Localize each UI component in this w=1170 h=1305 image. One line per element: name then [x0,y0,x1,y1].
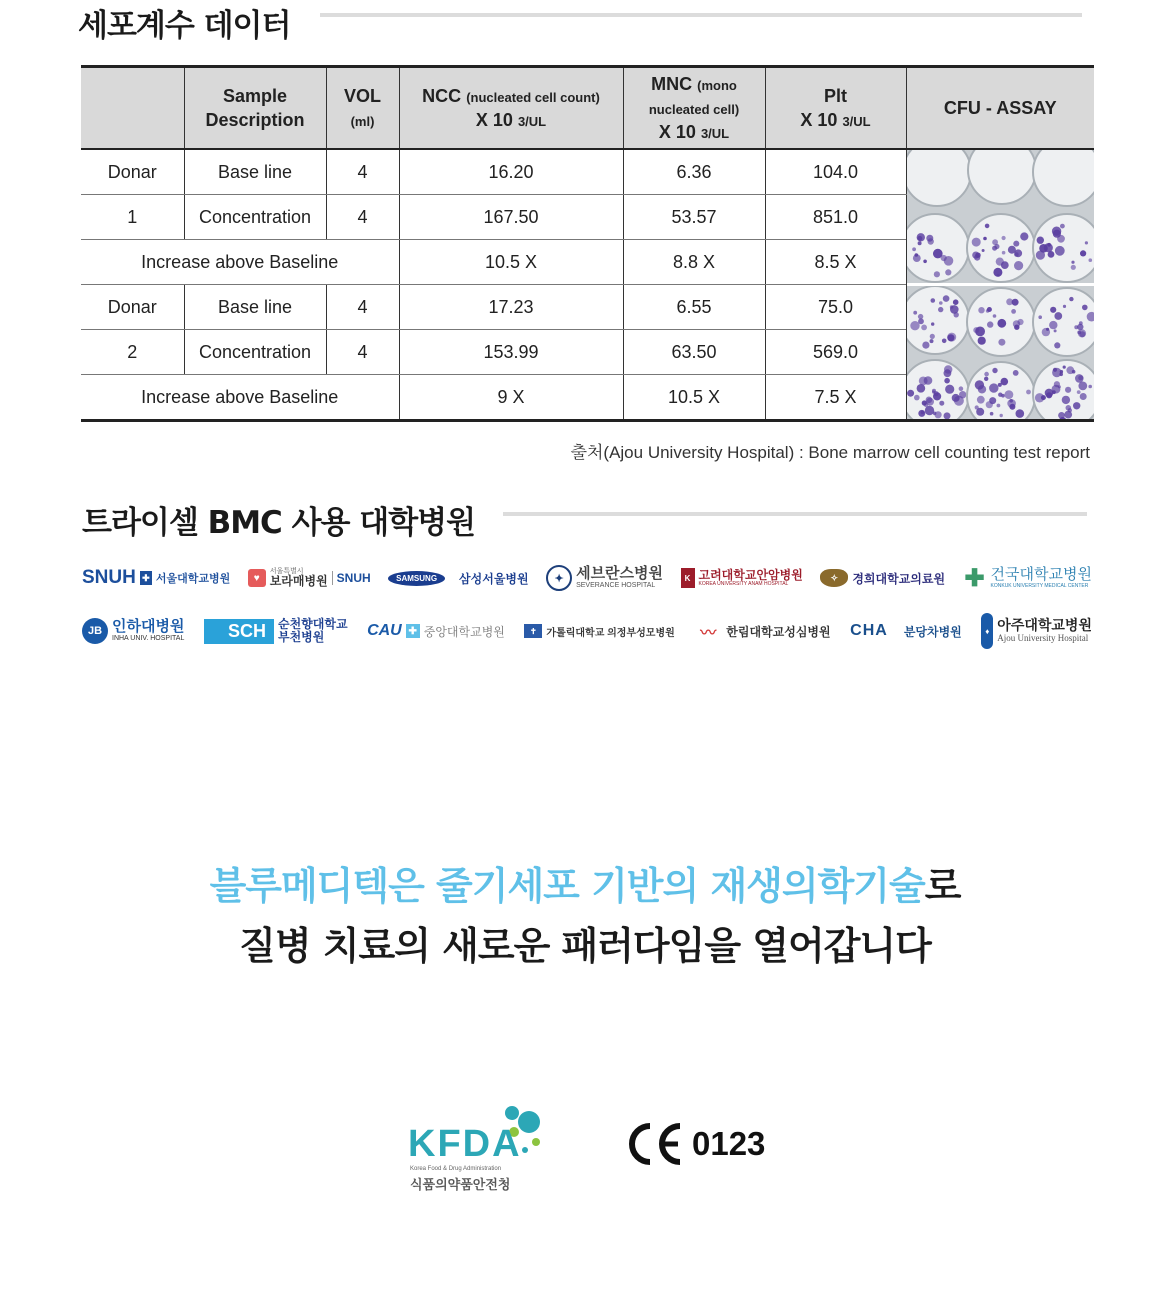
logo-catholic-uijeongbu: ✝ 가톨릭대학교 의정부성모병원 [524,624,674,639]
header-vol: VOL (ml) [326,67,399,150]
hospital-logo-row [82,558,1092,598]
cell-plt: 569.0 [765,330,906,375]
header-sample: Sample Description [184,67,326,150]
konkuk-cross-icon: ✚ [964,564,985,592]
cell-ncc: 17.23 [399,285,623,330]
korea-univ-crest-icon: K [681,568,695,588]
cell-donor: Donar [81,149,184,195]
slogan-line-1: 블루메디텍은 줄기세포 기반의 재생의학기술로 [209,864,961,908]
section-header-cell-count [78,0,290,45]
hospital-logo-row [82,611,1092,651]
logo-samsung: SAMSUNG 삼성서울병원 [388,570,528,587]
cell-mnc: 63.50 [623,330,765,375]
cell-donor: 1 [81,195,184,240]
kfda-wordmark: KFDA [408,1123,522,1165]
hallym-swoosh-icon: 〰 [700,624,717,642]
logo-snuh: SNUH ✚ 서울대학교병원 [82,567,231,588]
logo-inha: JB 인하대병원 INHA UNIV. HOSPITAL [82,618,184,644]
kfda-korean-name: 식품의약품안전청 [410,1178,511,1193]
cell-mnc: 10.5 X [623,375,765,421]
logo-sch: SCH 순천향대학교 부천병원 [204,618,348,644]
cell-vol: 4 [326,330,399,375]
snuh-emblem-icon: ✚ [140,571,152,585]
cell-increase-label: Increase above Baseline [81,375,399,421]
cell-donor: Donar [81,285,184,330]
section-title: 세포계수 데이터 [78,8,291,44]
logo-boramae: ♥ 서울특별시 보라매병원 SNUH [248,568,371,589]
kfda-logo [408,1105,553,1195]
logo-cha-bundang: CHA 분당차병원 [850,622,962,639]
cau-cross-icon: ✚ [406,624,420,638]
table-header-row [81,67,1094,150]
kfda-english-name: Korea Food & Drug Administration [410,1166,502,1172]
logo-cau: CAU ✚ 중앙대학교병원 [367,622,505,639]
ce-mark-icon [628,1122,688,1166]
cell-ncc: 153.99 [399,330,623,375]
cell-vol: 4 [326,195,399,240]
slogan-highlight: 블루메디텍은 줄기세포 기반의 재생의학기술 [209,864,925,908]
header-mnc: MNC (mono nucleated cell) X 10 3/UL [623,67,765,150]
cell-mnc: 8.8 X [623,240,765,285]
section-divider [503,512,1087,516]
ajou-emblem-icon: ♦ [981,613,993,649]
cell-sample: Concentration [184,195,326,240]
cfu-assay-image [906,149,1094,421]
ce-number: 0123 [692,1125,766,1162]
header-plt: Plt X 10 3/UL [765,67,906,150]
cell-vol: 4 [326,149,399,195]
cell-ncc: 16.20 [399,149,623,195]
logo-kyunghee: ✧ 경희대학교의료원 [820,569,945,587]
inha-emblem-icon: JB [82,618,108,644]
kyunghee-crest-icon: ✧ [820,569,848,587]
cell-increase-label: Increase above Baseline [81,240,399,285]
cell-plt: 8.5 X [765,240,906,285]
cell-mnc: 6.36 [623,149,765,195]
logo-konkuk: ✚ 건국대학교병원 KONKUK UNIVERSITY MEDICAL CENTER [964,564,1092,592]
cell-mnc: 6.55 [623,285,765,330]
cell-sample: Concentration [184,330,326,375]
logo-severance: ✦ 세브란스병원 SEVERANCE HOSPITAL [546,565,663,591]
header-blank [81,67,184,150]
cell-sample: Base line [184,285,326,330]
table-row [81,149,1094,195]
header-ncc: NCC (nucleated cell count) X 10 3/UL [399,67,623,150]
cell-mnc: 53.57 [623,195,765,240]
cell-ncc: 9 X [399,375,623,421]
cell-count-table [81,65,1094,422]
cell-plt: 7.5 X [765,375,906,421]
header-cfu: CFU - ASSAY [906,67,1094,150]
severance-shield-icon: ✦ [546,565,572,591]
cell-vol: 4 [326,285,399,330]
section-title: 트라이셀 BMC 사용 대학병원 [82,505,476,541]
cell-ncc: 10.5 X [399,240,623,285]
cfu-plates-photo [907,150,1095,419]
logo-korea-anam: K 고려대학교안암병원 KOREA UNIVERSITY ANAM HOSPITAL [681,568,803,588]
logo-hallym: 〰 한림대학교성심병원 [694,623,830,640]
section-divider [320,13,1082,17]
catholic-emblem-icon: ✝ [524,624,542,638]
cell-donor: 2 [81,330,184,375]
ce-mark [628,1122,765,1166]
table-source-note: 출처(Ajou University Hospital) : Bone marrow cell counting test report [570,443,1090,462]
cell-ncc: 167.50 [399,195,623,240]
boramae-emblem-icon: ♥ [248,569,266,587]
hospital-logo-grid [82,558,1092,664]
cell-sample: Base line [184,149,326,195]
logo-ajou: ♦ 아주대학교병원 Ajou University Hospital [981,613,1092,649]
cell-plt: 851.0 [765,195,906,240]
section-header-hospitals [82,497,475,542]
slogan-line-2: 질병 치료의 새로운 패러다임을 열어갑니다 [239,924,931,968]
cell-plt: 104.0 [765,149,906,195]
cell-plt: 75.0 [765,285,906,330]
